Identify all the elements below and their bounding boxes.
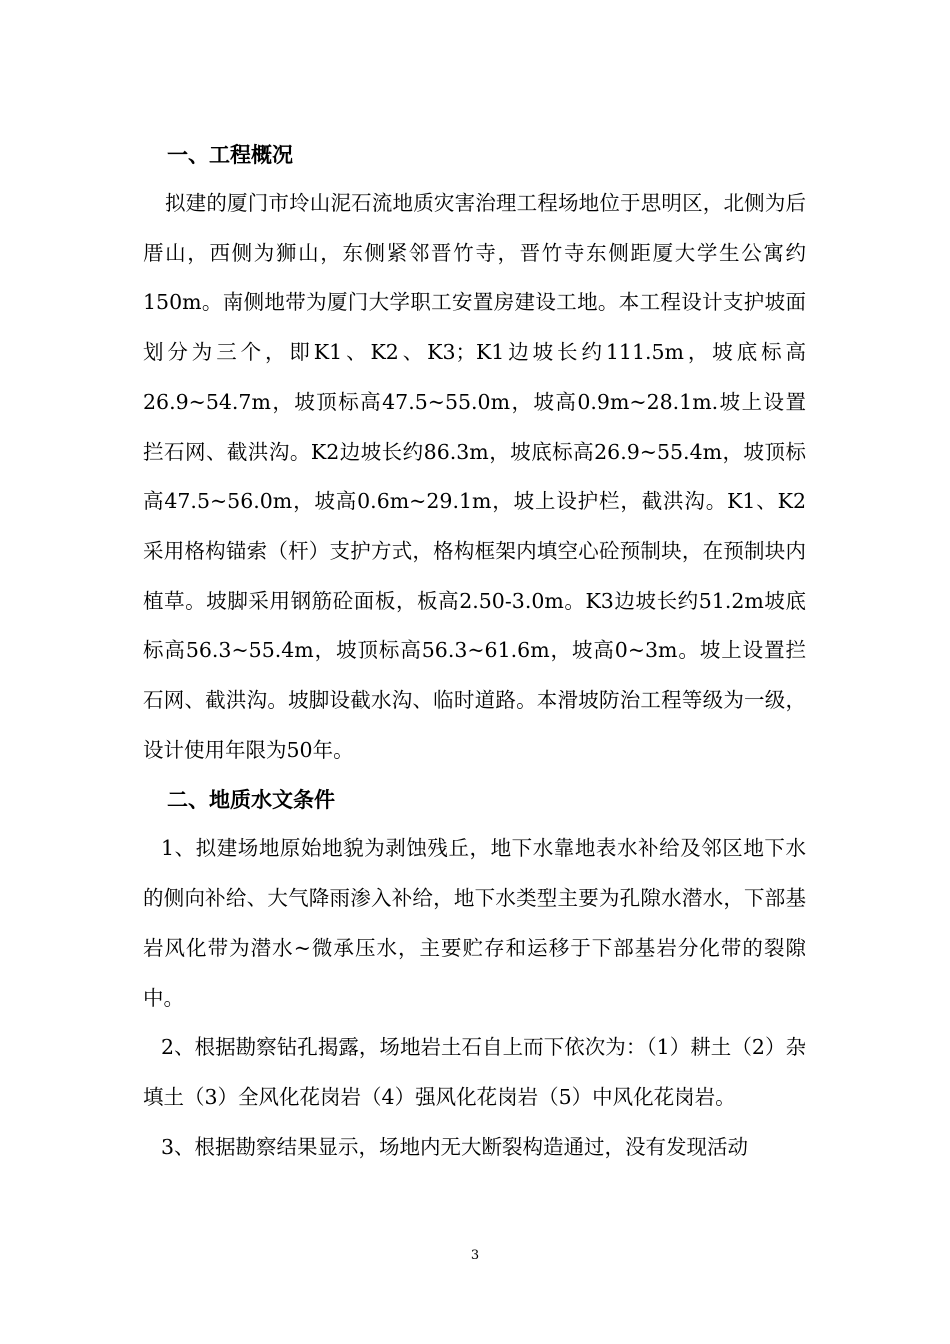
section-heading-geology-hydrology: 二、地质水文条件 (167, 787, 335, 813)
geology-item-2: 2、根据勘察钻孔揭露，场地岩土石自上而下依次为：（1）耕土（2）杂填土（3）全风化花岗岩（4）强风化花岗岩（5）中风化花岗岩。 (143, 1035, 806, 1109)
section-heading-project-overview: 一、工程概况 (167, 142, 293, 167)
geology-item-1: 1、拟建场地原始地貌为剥蚀残丘，地下水靠地表水补给及邻区地下水的侧向补给、大气降雨渗入补给，地下水类型主要为孔隙水潜水，下部基岩风化带为潜水~微承压水，主要贮存和运移于下部基岩分化带的裂隙中。 (143, 836, 806, 1010)
document-body (143, 130, 806, 1172)
page-number: 3 (470, 1248, 480, 1263)
geology-item-3: 3、根据勘察结果显示，场地内无大断裂构造通过，没有发现活动 (161, 1134, 749, 1159)
project-overview-paragraph: 拟建的厦门市坽山泥石流地质灾害治理工程场地位于思明区，北侧为后厝山，西侧为狮山，东侧紧邻晋竹寺，晋竹寺东侧距厦大学生公寓约150m。南侧地带为厦门大学职工安置房建设工地。本工程设计支护坡面划分为三个，即K1、K2、K3；K1边坡长约111.5m，坡底标高26.9~54.7m，坡顶标高47.5~55.0m，坡高0.9m~28.1m.坡上设置拦石网、截洪沟。K2边坡长约86.3m，坡底标高26.9~55.4m，坡顶标高47.5~56.0m，坡高0.6m~29.1m，坡上设护栏，截洪沟。K1、K2采用格构锚索（杆）支护方式，格构框架内填空心砼预制块，在预制块内植草。坡脚采用钢筋砼面板，板高2.50-3.0m。K3边坡长约51.2m坡底标高56.3~55.4m，坡顶标高56.3~61.6m，坡高0~3m。坡上设置拦石网、截洪沟。坡脚设截水沟、临时道路。本滑坡防治工程等级为一级，设计使用年限为50年。 (143, 191, 806, 762)
